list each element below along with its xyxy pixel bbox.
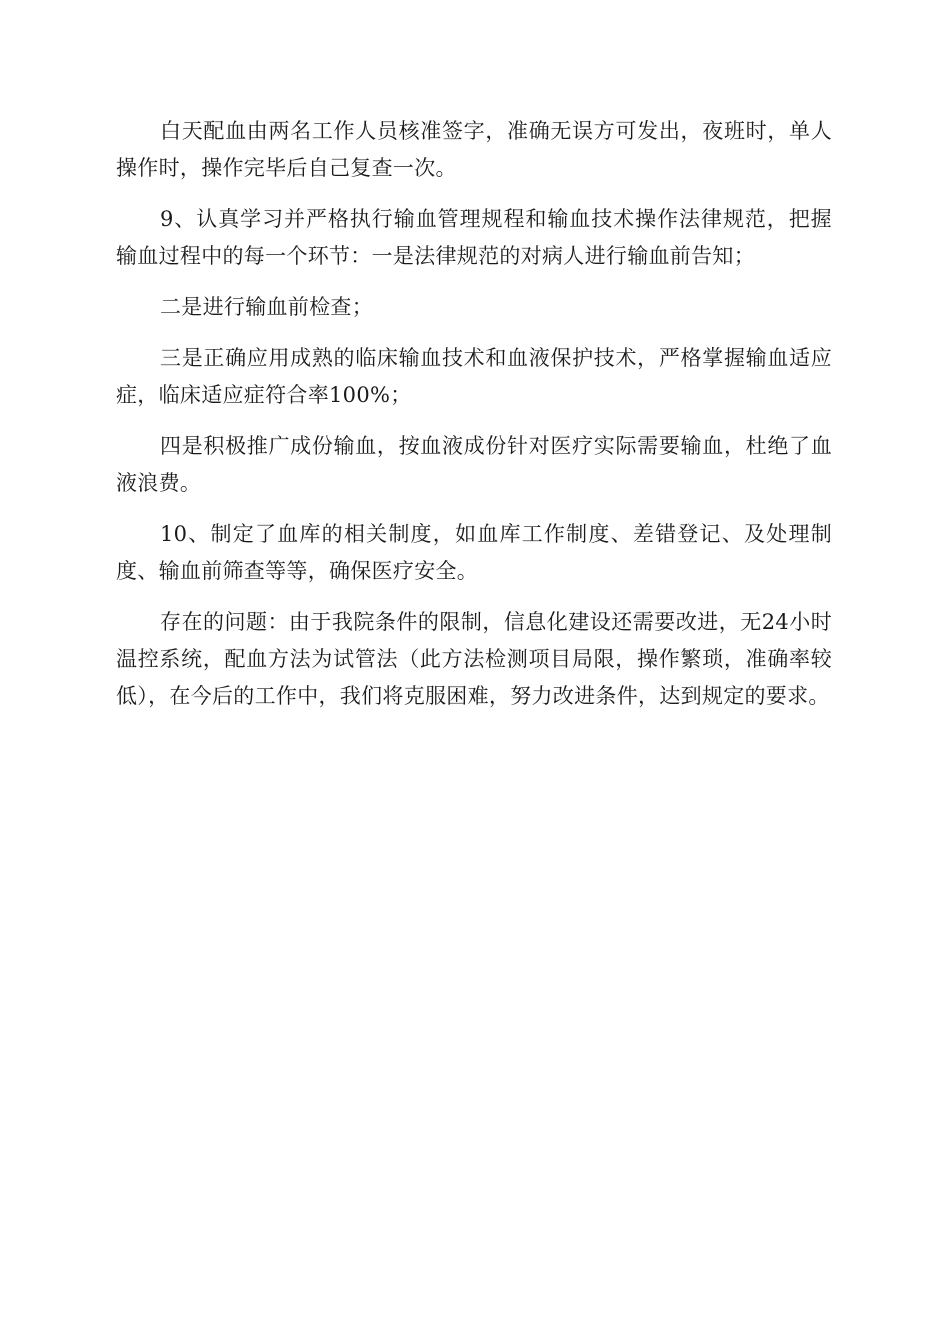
paragraph-item-10: 10、制定了血库的相关制度，如血库工作制度、差错登记、及处理制度、输血前筛查等等，确保医疗安全。 bbox=[116, 522, 832, 583]
paragraph-night-shift-check: 白天配血由两名工作人员核准签字，准确无误方可发出，夜班时，单人操作时，操作完毕后自己复查一次。 bbox=[116, 119, 832, 180]
paragraph-component-transfusion: 四是积极推广成份输血，按血液成份针对医疗实际需要输血，杜绝了血液浪费。 bbox=[116, 434, 832, 495]
document-body bbox=[116, 113, 832, 729]
paragraph-pre-transfusion-check: 二是进行输血前检查； bbox=[160, 295, 373, 319]
paragraph-clinical-technique: 三是正确应用成熟的临床输血技术和血液保护技术，严格掌握输血适应症，临床适应症符合率100%； bbox=[116, 346, 832, 407]
paragraph-item-9: 9、认真学习并严格执行输血管理规程和输血技术操作法律规范，把握输血过程中的每一个环节：一是法律规范的对病人进行输血前告知； bbox=[116, 207, 832, 268]
paragraph-existing-problems: 存在的问题：由于我院条件的限制，信息化建设还需要改进，无24小时温控系统，配血方法为试管法（此方法检测项目局限，操作繁琐，准确率较低），在今后的工作中，我们将克服困难，努力改进条件，达到规定的要求。 bbox=[116, 610, 832, 708]
